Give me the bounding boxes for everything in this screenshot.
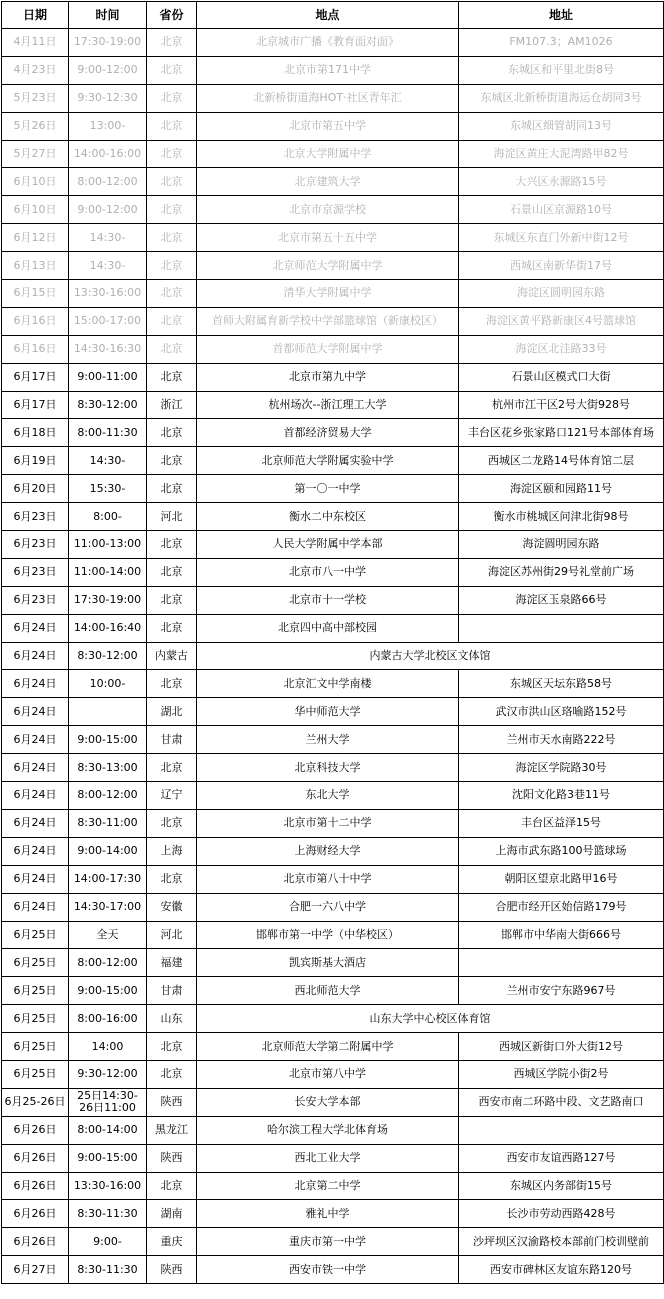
row-venue: 北京市第八中学: [197, 1060, 459, 1088]
row-date: 6月16日: [2, 335, 69, 363]
row-time: 8:30-11:00: [69, 809, 147, 837]
table-row: [2, 698, 664, 726]
row-province: 北京: [147, 363, 197, 391]
row-date: 5月26日: [2, 112, 69, 140]
row-venue: 北京大学附属中学: [197, 140, 459, 168]
table-row: [2, 475, 664, 503]
row-province: 北京: [147, 224, 197, 252]
row-address: 武汉市洪山区珞喻路152号: [459, 698, 664, 726]
row-time: 8:30-13:00: [69, 754, 147, 782]
row-address: 海淀区圆明园东路: [459, 280, 664, 308]
row-province: 上海: [147, 837, 197, 865]
row-province: 北京: [147, 29, 197, 57]
row-venue: 人民大学附属中学本部: [197, 531, 459, 559]
row-time: 9:00-15:00: [69, 1144, 147, 1172]
row-address: 丰台区益泽15号: [459, 809, 664, 837]
row-venue: 内蒙古大学北校区文体馆: [197, 642, 664, 670]
table-row: [2, 837, 664, 865]
row-venue: 北京市八一中学: [197, 558, 459, 586]
row-venue: 北京师范大学附属中学: [197, 252, 459, 280]
header-province: 省份: [147, 2, 197, 29]
header-time: 时间: [69, 2, 147, 29]
row-province: 北京: [147, 614, 197, 642]
row-date: 6月23日: [2, 503, 69, 531]
row-address: 西安市友谊西路127号: [459, 1144, 664, 1172]
row-address: 沙坪坝区汉渝路校本部前门校训壁前: [459, 1228, 664, 1256]
row-address: 海淀区玉泉路66号: [459, 586, 664, 614]
row-date: 6月18日: [2, 419, 69, 447]
row-date: 5月27日: [2, 140, 69, 168]
row-address: 东城区内务部街15号: [459, 1172, 664, 1200]
row-venue: 西北师范大学: [197, 977, 459, 1005]
row-address: 海淀区黄平路新康区4号篮球馆: [459, 307, 664, 335]
row-province: 辽宁: [147, 782, 197, 810]
table-row: [2, 196, 664, 224]
row-province: 甘肃: [147, 726, 197, 754]
row-province: 北京: [147, 754, 197, 782]
row-time: 9:00-14:00: [69, 837, 147, 865]
table-row: [2, 1256, 664, 1284]
row-province: 重庆: [147, 1228, 197, 1256]
row-time: 9:30-12:00: [69, 1060, 147, 1088]
row-date: 6月27日: [2, 1256, 69, 1284]
row-venue: 长安大学本部: [197, 1088, 459, 1116]
table-row: [2, 1005, 664, 1033]
row-province: 甘肃: [147, 977, 197, 1005]
row-province: 北京: [147, 196, 197, 224]
row-date: 6月24日: [2, 642, 69, 670]
row-venue: 北京四中高中部校园: [197, 614, 459, 642]
table-row: [2, 224, 664, 252]
row-province: 河北: [147, 921, 197, 949]
table-body: [2, 29, 664, 1284]
row-venue: 合肥一六八中学: [197, 893, 459, 921]
row-time: 8:00-11:30: [69, 419, 147, 447]
row-venue: 北京汇文中学南楼: [197, 670, 459, 698]
table-row: [2, 754, 664, 782]
row-address: 兰州市天水南路222号: [459, 726, 664, 754]
row-province: 北京: [147, 168, 197, 196]
row-time: 13:30-16:00: [69, 280, 147, 308]
row-address: 兰州市安宁东路967号: [459, 977, 664, 1005]
header-address: 地址: [459, 2, 664, 29]
row-province: 北京: [147, 586, 197, 614]
table-row: [2, 531, 664, 559]
table-row: [2, 977, 664, 1005]
row-date: 6月25日: [2, 949, 69, 977]
row-venue: 首师大附属育新学校中学部篮球馆（新康校区）: [197, 307, 459, 335]
row-date: 6月25日: [2, 1060, 69, 1088]
table-row: [2, 447, 664, 475]
table-row: [2, 56, 664, 84]
row-date: 6月26日: [2, 1144, 69, 1172]
row-date: 6月24日: [2, 698, 69, 726]
row-date: 6月26日: [2, 1200, 69, 1228]
row-time: 13:30-16:00: [69, 1172, 147, 1200]
row-date: 6月24日: [2, 726, 69, 754]
row-date: 6月13日: [2, 252, 69, 280]
row-date: 6月24日: [2, 809, 69, 837]
row-date: 6月24日: [2, 837, 69, 865]
row-venue: 北京市第九中学: [197, 363, 459, 391]
row-province: 北京: [147, 447, 197, 475]
row-province: 陕西: [147, 1088, 197, 1116]
row-venue: 北京第二中学: [197, 1172, 459, 1200]
row-date: 6月16日: [2, 307, 69, 335]
row-address: [459, 614, 664, 642]
row-time: 9:00-11:00: [69, 363, 147, 391]
table-row: [2, 112, 664, 140]
row-address: 东城区东直门外新中街12号: [459, 224, 664, 252]
table-row: [2, 280, 664, 308]
row-date: 6月25日: [2, 921, 69, 949]
row-address: 上海市武东路100号篮球场: [459, 837, 664, 865]
row-province: 陕西: [147, 1256, 197, 1284]
row-time: 14:30-17:00: [69, 893, 147, 921]
table-row: [2, 809, 664, 837]
row-time: 9:00-15:00: [69, 726, 147, 754]
row-address: 东城区细管胡同13号: [459, 112, 664, 140]
row-address: 海淀区颐和园路11号: [459, 475, 664, 503]
table-row: [2, 335, 664, 363]
row-time: 17:30-19:00: [69, 29, 147, 57]
table-row: [2, 1060, 664, 1088]
row-address: 东城区和平里北街8号: [459, 56, 664, 84]
row-address: 东城区北新桥街道海运仓胡同3号: [459, 84, 664, 112]
row-venue: 东北大学: [197, 782, 459, 810]
table-row: [2, 1033, 664, 1061]
table-row: [2, 29, 664, 57]
table-row: [2, 865, 664, 893]
row-date: 6月24日: [2, 670, 69, 698]
row-time: 15:30-: [69, 475, 147, 503]
row-date: 6月24日: [2, 614, 69, 642]
row-venue: 西安市铁一中学: [197, 1256, 459, 1284]
row-venue: 北京师范大学第二附属中学: [197, 1033, 459, 1061]
row-province: 北京: [147, 56, 197, 84]
row-time: 9:00-12:00: [69, 56, 147, 84]
row-date: 6月25-26日: [2, 1088, 69, 1116]
row-address: FM107.3；AM1026: [459, 29, 664, 57]
table-row: [2, 363, 664, 391]
row-date: 6月26日: [2, 1116, 69, 1144]
row-time: 8:00-12:00: [69, 782, 147, 810]
schedule-table: [1, 1, 664, 1284]
row-venue: 重庆市第一中学: [197, 1228, 459, 1256]
table-row: [2, 1144, 664, 1172]
row-venue: 杭州场次--浙江理工大学: [197, 391, 459, 419]
row-time: 8:00-12:00: [69, 949, 147, 977]
row-address: 石景山区京源路10号: [459, 196, 664, 224]
row-date: 6月17日: [2, 363, 69, 391]
table-row: [2, 419, 664, 447]
row-time: 25日14:30- 26日11:00: [69, 1088, 147, 1116]
row-address: 海淀区苏州街29号礼堂前广场: [459, 558, 664, 586]
row-time: 14:00-17:30: [69, 865, 147, 893]
row-venue: 首都经济贸易大学: [197, 419, 459, 447]
row-province: 湖南: [147, 1200, 197, 1228]
row-date: 5月23日: [2, 84, 69, 112]
row-address: 丰台区花乡张家路口121号本部体育场: [459, 419, 664, 447]
row-venue: 清华大学附属中学: [197, 280, 459, 308]
row-province: 河北: [147, 503, 197, 531]
row-province: 北京: [147, 140, 197, 168]
row-province: 浙江: [147, 391, 197, 419]
row-time: 10:00-: [69, 670, 147, 698]
row-venue: 北京市第十二中学: [197, 809, 459, 837]
row-date: 6月25日: [2, 1005, 69, 1033]
table-row: [2, 893, 664, 921]
row-time: 全天: [69, 921, 147, 949]
row-province: 北京: [147, 335, 197, 363]
row-province: 北京: [147, 558, 197, 586]
row-date: 6月26日: [2, 1172, 69, 1200]
row-date: 6月24日: [2, 893, 69, 921]
table-row: [2, 558, 664, 586]
row-venue: 山东大学中心校区体育馆: [197, 1005, 664, 1033]
header-row: [2, 2, 664, 29]
row-province: 黑龙江: [147, 1116, 197, 1144]
row-venue: 邯郸市第一中学（中华校区）: [197, 921, 459, 949]
row-province: 北京: [147, 1033, 197, 1061]
row-province: 内蒙古: [147, 642, 197, 670]
row-venue: 北京市第171中学: [197, 56, 459, 84]
table-row: [2, 726, 664, 754]
row-address: 西安市南二环路中段、文艺路南口: [459, 1088, 664, 1116]
row-time: 8:30-12:00: [69, 642, 147, 670]
row-address: 西城区南新华街17号: [459, 252, 664, 280]
row-venue: 北京市京源学校: [197, 196, 459, 224]
table-row: [2, 503, 664, 531]
row-address: [459, 1116, 664, 1144]
row-date: 6月24日: [2, 754, 69, 782]
row-address: 邯郸市中华南大街666号: [459, 921, 664, 949]
row-address: 海淀圆明园东路: [459, 531, 664, 559]
row-time: 11:00-13:00: [69, 531, 147, 559]
row-address: 海淀区北洼路33号: [459, 335, 664, 363]
row-address: 长沙市劳动西路428号: [459, 1200, 664, 1228]
row-address: 海淀区黄庄大泥湾路甲82号: [459, 140, 664, 168]
row-date: 6月15日: [2, 280, 69, 308]
row-venue: 北京市第五中学: [197, 112, 459, 140]
row-venue: 北京建筑大学: [197, 168, 459, 196]
row-venue: 衡水二中东校区: [197, 503, 459, 531]
row-time: 14:30-16:30: [69, 335, 147, 363]
row-date: 6月23日: [2, 531, 69, 559]
row-time: 8:30-11:30: [69, 1256, 147, 1284]
row-venue: 北京科技大学: [197, 754, 459, 782]
row-date: 6月17日: [2, 391, 69, 419]
row-province: 北京: [147, 419, 197, 447]
row-province: 北京: [147, 1060, 197, 1088]
table-row: [2, 1200, 664, 1228]
table-row: [2, 949, 664, 977]
row-date: 6月24日: [2, 782, 69, 810]
table-row: [2, 1116, 664, 1144]
row-address: 东城区天坛东路58号: [459, 670, 664, 698]
row-date: 6月25日: [2, 977, 69, 1005]
row-province: 山东: [147, 1005, 197, 1033]
table-row: [2, 782, 664, 810]
row-time: 8:00-14:00: [69, 1116, 147, 1144]
header-date: 日期: [2, 2, 69, 29]
row-venue: 哈尔滨工程大学北体育场: [197, 1116, 459, 1144]
row-time: 8:00-12:00: [69, 168, 147, 196]
table-row: [2, 1172, 664, 1200]
row-province: 北京: [147, 112, 197, 140]
row-time: 8:30-11:30: [69, 1200, 147, 1228]
row-venue: 凯宾斯基大酒店: [197, 949, 459, 977]
row-province: 北京: [147, 280, 197, 308]
table-row: [2, 614, 664, 642]
row-time: 14:00-16:00: [69, 140, 147, 168]
row-time: 9:00-: [69, 1228, 147, 1256]
row-date: 6月23日: [2, 586, 69, 614]
row-venue: 北京市第八十中学: [197, 865, 459, 893]
header-venue: 地点: [197, 2, 459, 29]
row-address: [459, 949, 664, 977]
row-address: 大兴区永源路15号: [459, 168, 664, 196]
table-row: [2, 168, 664, 196]
row-venue: 华中师范大学: [197, 698, 459, 726]
table-row: [2, 140, 664, 168]
table-row: [2, 84, 664, 112]
row-venue: 雅礼中学: [197, 1200, 459, 1228]
row-time: 13:00-: [69, 112, 147, 140]
row-address: 合肥市经开区始信路179号: [459, 893, 664, 921]
row-address: 石景山区模式口大街: [459, 363, 664, 391]
table-row: [2, 307, 664, 335]
row-province: 北京: [147, 475, 197, 503]
row-province: 安徽: [147, 893, 197, 921]
row-time: [69, 698, 147, 726]
table-row: [2, 252, 664, 280]
table-row: [2, 670, 664, 698]
row-province: 北京: [147, 809, 197, 837]
row-province: 福建: [147, 949, 197, 977]
row-province: 北京: [147, 670, 197, 698]
row-time: 14:30-: [69, 252, 147, 280]
row-time: 9:30-12:30: [69, 84, 147, 112]
row-date: 4月23日: [2, 56, 69, 84]
row-date: 4月11日: [2, 29, 69, 57]
row-province: 北京: [147, 531, 197, 559]
row-date: 6月12日: [2, 224, 69, 252]
row-date: 6月25日: [2, 1033, 69, 1061]
table-row: [2, 391, 664, 419]
row-venue: 北京城市广播《教育面对面》: [197, 29, 459, 57]
row-time: 17:30-19:00: [69, 586, 147, 614]
row-province: 陕西: [147, 1144, 197, 1172]
row-time: 8:30-12:00: [69, 391, 147, 419]
row-province: 湖北: [147, 698, 197, 726]
row-date: 6月23日: [2, 558, 69, 586]
row-venue: 兰州大学: [197, 726, 459, 754]
row-time: 9:00-12:00: [69, 196, 147, 224]
row-province: 北京: [147, 865, 197, 893]
row-date: 6月26日: [2, 1228, 69, 1256]
row-time: 14:30-: [69, 447, 147, 475]
row-province: 北京: [147, 252, 197, 280]
table-row: [2, 642, 664, 670]
row-province: 北京: [147, 307, 197, 335]
row-date: 6月20日: [2, 475, 69, 503]
row-address: 杭州市江干区2号大街928号: [459, 391, 664, 419]
row-date: 6月10日: [2, 168, 69, 196]
row-address: 沈阳文化路3巷11号: [459, 782, 664, 810]
table-row: [2, 1088, 664, 1116]
row-time: 9:00-15:00: [69, 977, 147, 1005]
row-venue: 首都师范大学附属中学: [197, 335, 459, 363]
row-address: 西城区新街口外大街12号: [459, 1033, 664, 1061]
table-row: [2, 586, 664, 614]
row-venue: 北新桥街道海HOT·社区青年汇: [197, 84, 459, 112]
row-date: 6月19日: [2, 447, 69, 475]
row-province: 北京: [147, 1172, 197, 1200]
row-date: 6月24日: [2, 865, 69, 893]
row-venue: 上海财经大学: [197, 837, 459, 865]
row-date: 6月10日: [2, 196, 69, 224]
row-address: 西城区学院小街2号: [459, 1060, 664, 1088]
row-venue: 第一〇一中学: [197, 475, 459, 503]
row-time: 11:00-14:00: [69, 558, 147, 586]
row-address: 朝阳区望京北路甲16号: [459, 865, 664, 893]
row-time: 14:00-16:40: [69, 614, 147, 642]
row-time: 8:00-16:00: [69, 1005, 147, 1033]
table-row: [2, 921, 664, 949]
row-address: 西安市碑林区友谊东路120号: [459, 1256, 664, 1284]
row-venue: 北京市十一学校: [197, 586, 459, 614]
row-address: 海淀区学院路30号: [459, 754, 664, 782]
row-time: 14:00: [69, 1033, 147, 1061]
row-venue: 北京师范大学附属实验中学: [197, 447, 459, 475]
row-venue: 西北工业大学: [197, 1144, 459, 1172]
row-address: 西城区二龙路14号体育馆二层: [459, 447, 664, 475]
row-address: 衡水市桃城区问津北街98号: [459, 503, 664, 531]
row-venue: 北京市第五十五中学: [197, 224, 459, 252]
row-province: 北京: [147, 84, 197, 112]
row-time: 8:00-: [69, 503, 147, 531]
row-time: 15:00-17:00: [69, 307, 147, 335]
row-time: 14:30-: [69, 224, 147, 252]
table-row: [2, 1228, 664, 1256]
